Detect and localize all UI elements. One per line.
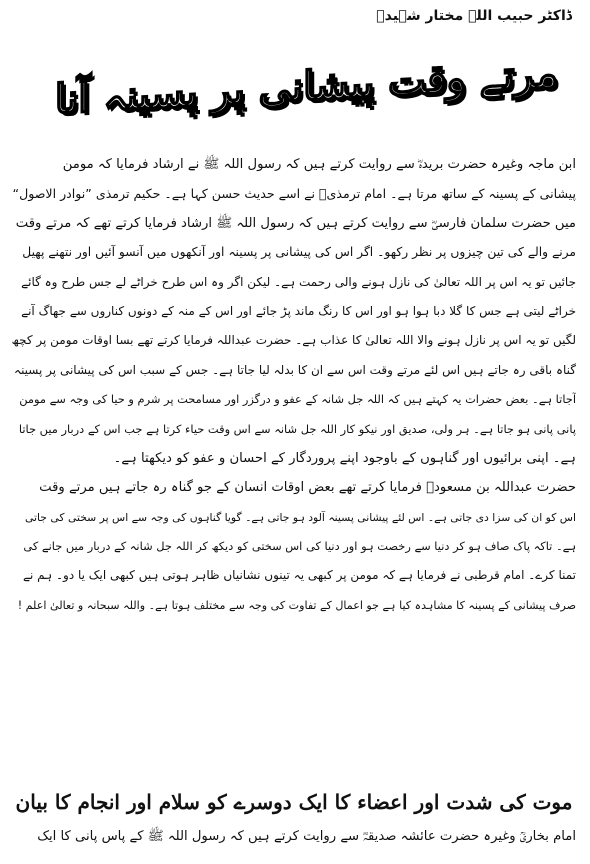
body-line: جائیں تو یہ اس پر اللہ تعالیٰ کی نازل ہونے والی رحمت ہے۔ لیکن اگر وہ اس طرح خراٹے لے جس طرح وہ گائے [21, 274, 576, 289]
body-line: حضرت عبداللہ بن مسعودؓ فرمایا کرتے تھے بعض اوقات انسان کے جو گناہ رہ جاتے ہیں مرتے وقت [39, 480, 576, 496]
page-title: مرتے وقت پیشانی پر پسینہ آنا [54, 49, 558, 123]
title-banner [54, 44, 558, 128]
body-line: ہے۔ تاکہ پاک صاف ہو کر دنیا سے رخصت ہو اور دنیا کی اس سختی کو دیکھ کر اللہ جل شانہ کے دربار میں جانے کی [23, 539, 576, 554]
body-line: تمنا کرے۔ امام قرطبی نے فرمایا ہے کہ مومن پر کبھی یہ تینوں نشانیاں ظاہر ہوتی ہیں کبھی ایک یا دو۔ ہم نے [22, 568, 576, 583]
body-line: میں حضرت سلمان فارسیؓ سے روایت کرتے ہیں کہ رسول اللہ ﷺ ارشاد فرمایا کرتے تھے کہ مرتے وقت [15, 215, 576, 231]
body-line: مرنے والے کی تین چیزوں پر نظر رکھو۔ اگر اس کی پیشانی پر پسینہ اور آنکھوں میں آنسو آئیں اور نتھنے پھیل [22, 245, 576, 260]
body-line: گناہ باقی رہ جاتے ہیں اس لئے مرتے وقت اس سے ان کا بدلہ لیا جاتا ہے۔ جس کے سبب اس کی پیشانی پر پسینہ [14, 362, 576, 377]
body-line: ہے۔ اپنی برائیوں اور گناہوں کے باوجود اپنے پروردگار کے احسان و عفو کو دیکھتا ہے۔ [113, 450, 576, 466]
body-line: امام بخاریؒ وغیرہ حضرت عائشہ صدیقہؓ سے روایت کرتے ہیں کہ رسول اللہ ﷺ کے پاس پانی کا ایک [37, 829, 576, 844]
body-line: لگیں تو یہ اس پر نازل ہونے والا اللہ تعالیٰ کا عذاب ہے۔ حضرت عبداللہ فرمایا کرتے تھے بسا اوقات مومن پر کچھ [12, 333, 576, 348]
section-heading: موت کی شدت اور اعضاء کا ایک دوسرے کو سلام اور انجام کا بیان [15, 790, 573, 814]
body-line: پانی پانی ہو جاتا ہے۔ ہر ولی، صدیق اور نیکو کار اللہ جل شانہ سے اس وقت حیاء کرتا ہے جب اس کے دربار میں جاتا [18, 421, 576, 436]
author-name: ڈاکٹر حبیب اللہ مختار شہیدؒ [376, 8, 572, 24]
body-line: خراٹے لیتی ہے جس کا گلا دبا ہوا ہو اور اس کا رنگ ماند پڑ جائے اور اس کے منہ کے دونوں کناروں سے جھاگ آنے [21, 303, 576, 318]
article-body [12, 150, 576, 620]
body-line: اس کو ان کی سزا دی جاتی ہے۔ اس لئے پیشانی پسینہ آلود ہو جاتی ہے۔ گویا گناہوں کی وجہ سے اس پر سختی کی جاتی [24, 510, 576, 524]
body-line: ابن ماجہ وغیرہ حضرت بریدہؓ سے روایت کرتے ہیں کہ رسول اللہ ﷺ نے ارشاد فرمایا کہ مومن [62, 157, 576, 172]
body-line: آجاتا ہے۔ بعض حضرات یہ کہتے ہیں کہ اللہ جل شانہ کے عفو و درگزر اور مسامحت پر شرم و حیا کی وجہ سے مومن [19, 392, 576, 407]
body-line: صرف پیشانی کے پسینہ کا مشاہدہ کیا ہے جو اعمال کے تفاوت کی وجہ سے مختلف ہوتا ہے۔ واللہ سبحانہ و تعالیٰ اعلم ! [17, 598, 576, 612]
body-line: پیشانی کے پسینہ کے ساتھ مرتا ہے۔ امام ترمذیؒ نے اسے حدیث حسن کہا ہے۔ حکیم ترمذی ”نوادر الاصول“ [12, 186, 576, 202]
